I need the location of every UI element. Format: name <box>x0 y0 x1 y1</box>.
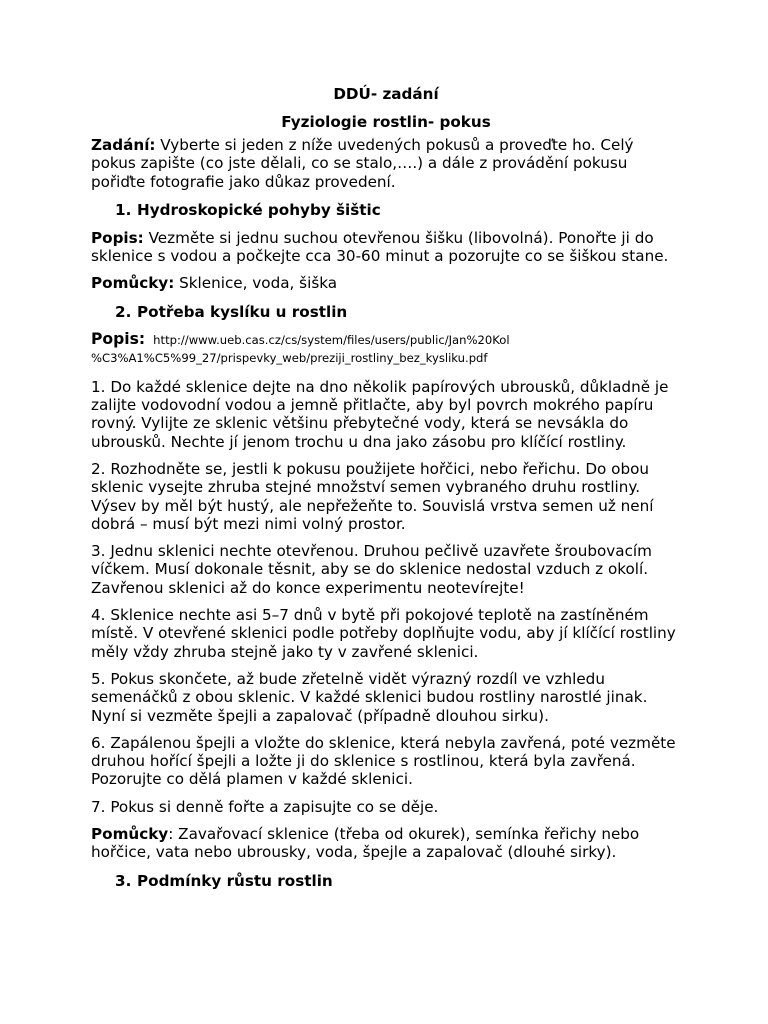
step-4: 4. Sklenice nechte asi 5–7 dnů v bytě při pokojové teplotě na zastíněném místě. V otevřené sklenici podle potřeby doplňujte vodu, aby jí klíčící rostliny měly vždy zhruba stejně jako ty v zavřené sklenici. <box>91 606 676 661</box>
step-3: 3. Jednu sklenici nechte otevřenou. Druhou pečlivě uzavřete šroubovacím víčkem. Musí dokonale těsnit, aby se do sklenice nedostal vzduch z okolí. Zavřenou sklenici až do konce experimentu neotevírejte! <box>91 542 652 597</box>
section-title: Potřeba kyslíku u rostlin <box>137 302 348 321</box>
section-2-tools <box>91 825 681 862</box>
section-2-description <box>91 331 681 368</box>
assignment-paragraph <box>91 136 681 191</box>
page-title: DDÚ- zadání <box>333 85 439 103</box>
section-number: 2. <box>115 302 132 321</box>
step-6: 6. Zapálenou špejli a vložte do sklenice, která nebyla zavřená, poté vezměte druhou hořící špejli a ložte ji do sklenice s rostlinou, která byla zavřená. Pozorujte co dělá plamen v každé sklenici. <box>91 733 676 789</box>
page-subtitle: Fyziologie rostlin- pokus <box>281 113 491 131</box>
step-1: 1. Do každé sklenice dejte na dno několik papírových ubrousků, důkladně je zalijte vodovodní vodou a jemně přitlačte, aby byl povrch mokrého papíru rovný. Vylijte ze sklenic většinu přebytečné vody, která se nevsákla do ubrousků. Nechte jí jenom trochu u dna jako zásobu pro klíčící rostliny. <box>91 377 669 451</box>
section-heading-3 <box>91 871 681 891</box>
section-number: 3. <box>115 871 132 890</box>
description-text: Vezměte si jednu suchou otevřenou šišku (libovolná). Ponořte ji do sklenice s vodou a počkejte cca 30-60 minut a pozorujte co se šiškou stane. <box>91 228 669 266</box>
assignment-text: Vyberte si jeden z níže uvedených pokusů a proveďte ho. Celý pokus zapište (co jste dělali, co se stalo,….) a dále z provádění pokusu pořiďte fotografie jako důkaz provedení. <box>91 136 634 191</box>
assignment-label: Zadání: <box>91 136 156 154</box>
source-link[interactable]: http://www.ueb.cas.cz/cs/system/files/users/public/Jan%20Kol %C3%A1%C5%99_27/prispevky_web/preziji_rostliny_bez_kysliku.pdf <box>91 332 510 366</box>
section-number: 1. <box>115 200 132 219</box>
description-label: Popis: <box>91 329 146 348</box>
tools-label: Pomůcky <box>91 825 169 844</box>
section-title: Hydroskopické pohyby šištic <box>137 200 381 219</box>
step-2: 2. Rozhodněte se, jestli k pokusu použijete hořčici, nebo řeřichu. Do obou sklenic vysejte zhruba stejné množství semen vybraného druhu rostliny. Výsev by měl být hustý, ale nepřežeňte to. Souvislá vrstva semen už není dobrá – musí být mezi nimi volný prostor. <box>91 459 654 533</box>
tools-label: Pomůcky: <box>91 274 175 293</box>
section-heading-2 <box>91 302 681 322</box>
section-heading-1 <box>91 200 681 220</box>
tools-text: Sklenice, voda, šiška <box>174 274 338 293</box>
step-5: 5. Pokus skončete, až bude zřetelně vidět výrazný rozdíl ve vzhledu semenáčků z obou sklenic. V každé sklenici budou rostliny narostlé jinak. Nyní si vezměte špejli a zapalovač (případně dlouhou sirku). <box>91 669 648 725</box>
description-label: Popis: <box>91 228 144 247</box>
step-7: 7. Pokus si denně fořte a zapisujte co se děje. <box>91 797 439 816</box>
section-title: Podmínky růstu rostlin <box>137 871 333 890</box>
section-1-description <box>91 229 681 266</box>
document-page <box>91 82 681 900</box>
tools-text: : Zavařovací sklenice (třeba od okurek), semínka řeřichy nebo hořčice, vata nebo ubrousky, voda, špejle a zapalovač (dlouhé sirky). <box>91 825 640 862</box>
section-1-tools <box>91 274 681 292</box>
